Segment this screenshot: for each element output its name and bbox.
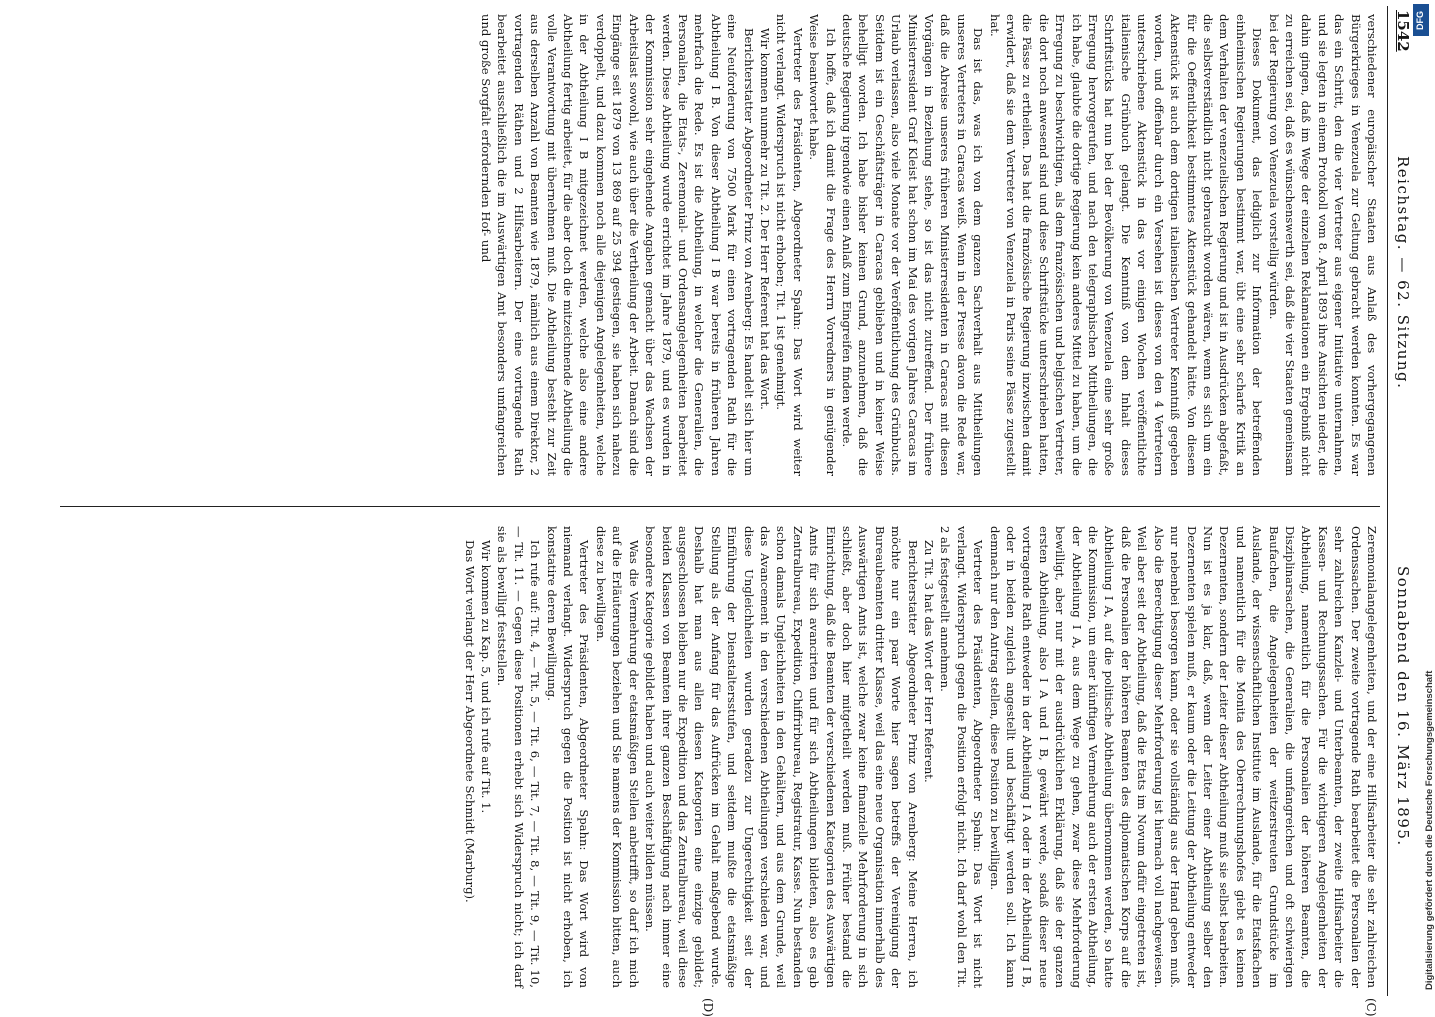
right-paragraph: Wir kommen zu Kap. 5, und ich rufe auf Tit. 1. <box>478 526 494 988</box>
right-paragraph: Ich rufe auf: Tit. 4, — Tit. 5, — Tit. 6, — Tit. 7, — Tit. 8, — Tit. 9, — Tit. 10, — Tit. 11. — Gegen diese Positionen erhebt sich Widerspruch nicht; ich darf sie als bewilligt feststellen. <box>494 526 543 988</box>
header-title: Reichstag. — 62. Sitzung. <box>1394 156 1412 389</box>
right-paragraph: Vertreter des Präsidenten, Abgeordneter Spahn: Das Wort wird von niemand verlangt. Widerspruch gegen die Position ist nicht erhoben, ich konstatire deren Bewilligung. <box>543 526 592 988</box>
dfg-logo <box>1413 4 1429 36</box>
right-paragraph: Was die Vermehrung der etatsmäßigen Stellen anbetrifft, so darf ich mich auf die Erläuterungen beziehen und Sie namens der Kommission bitten, auch diese zu bewilligen. <box>593 526 642 988</box>
left-paragraph: Dieses Dokument, das lediglich zur Information der betreffenden einheimischen Regierungen bestimmt war, übt eine sehr scharfe Kritik an dem Verhalten der venezuelischen Regierung und ist in Ausdrücken abgefaßt, die selbstverständlich nicht gebraucht worden wären, wenn es sich um ein für die Oeffentlichkeit bestimmtes Aktenstück gehandelt hätte. Von diesem Aktenstück ist auch dem dortigen italienischen Vertreter Kenntniß gegeben worden, und offenbar durch ein Versehen ist dieses von den 4 Vertretern unterschriebene Aktenstück in das vor einigen Wochen veröffentlichte italienische Grünbuch gelangt. Die Kenntniß von dem Inhalt dieses Schriftstücks hat nun bei der Bevölkerung von Venezuela eine sehr große Erregung hervorgerufen, und nach den telegraphischen Mittheilungen, die ich habe, glaubte die dortige Regierung kein anderes Mittel zu haben, um die Erregung zu beschwichtigen, als dem französischen und belgischen Vertreter, die dort noch anwesend sind und diese Schriftstücke unterschrieben hatten, die Pässe zu ertheilen. Das hat die französische Regierung inzwischen damit erwidert, daß sie dem Vertreter von Venezuela in Paris seine Pässe zugestellt hat. <box>986 14 1265 476</box>
left-paragraph: verschiedener europäischer Staaten aus Anlaß des vorhergegangenen Bürgerkrieges in Venezuela zur Geltung gebracht werden konnten. Es war das ein Schritt, den die vier Vertreter aus eigener Initiative unternahmen, und sie legten in einem Protokoll vom 8. April 1893 ihre Ansichten nieder, die dahin gingen, daß im Wege der einzelnen Reklamationen ein Ergebniß nicht zu erreichen sei, daß es wünschenswerth sei, daß die vier Staaten gemeinsam bei der Regierung von Venezuela vorstellig würden. <box>1265 14 1380 476</box>
left-paragraph: Berichterstatter Abgeordneter Prinz von Arenberg: Es handelt sich hier um eine Neuforderung von 7500 Mark für einen vortragenden Rath für die Abtheilung I B. Von dieser Abtheilung I B war bereits in früheren Jahren mehrfach die Rede. Es ist die Abtheilung, in welcher die Generalien, die Personalien, die Etats-, Zeremonial- und Ordensangelegenheiten bearbeitet werden. Diese Abtheilung wurde errichtet im Jahre 1879, und es wurden in der Kommission sehr eingehende Angaben gemacht über das Wachsen der Arbeitslast sowohl, wie auch über die Vertheilung der Arbeit. Danach sind die Eingänge seit 1879 von 13 869 auf 25 394 gestiegen, sie haben sich nahezu verdoppelt, und dazu kommen noch alle diejenigen Angelegenheiten, welche in der Abtheilung I B mitgezeichnet werden, welche also eine andere Abtheilung fertig arbeitet, für die aber doch die mitzeichnende Abtheilung die volle Verantwortung mit übernehmen muß. Die Abtheilung besteht zur Zeit aus derselben Anzahl von Beamten wie 1879, nämlich aus einem Direktor, 2 vortragenden Räthen und 2 Hilfsarbeitern. Der eine vortragende Rath bearbeitet ausschließlich die im Auswärtigen Amt besonders umfangreichen und große Sorgfalt erfordernden Hof- und <box>478 14 757 476</box>
right-column <box>50 526 1380 988</box>
left-paragraph: Vertreter des Präsidenten, Abgeordneter Spahn: Das Wort wird weiter nicht verlangt. Widerspruch ist nicht erhoben; Tit. 1 ist genehmigt. <box>773 14 806 476</box>
right-paragraph: Berichterstatter Abgeordneter Prinz von Arenberg: Meine Herren, ich möchte nur ein paar Worte hier sagen betreffs der Vereinigung der Bureaubeamten dritter Klasse, weil das eine neue Organisation innerhalb des Auswärtigen Amts ist, welche zwar keine finanzielle Mehrforderung in sich schließt, aber doch hier mitgetheilt werden muß. Früher bestand die Einrichtung, daß die Beamten der verschiedenen Kategorien des Auswärtigen Amts für sich avancirten und für sich Abtheilungen bildeten, also es gab Zentralbureau, Expedition, Chiffrirbureau, Registratur, Kasse. Nun bestanden schon damals Ungleichheiten in den Gehältern, und aus dem Grunde, weil das Avancement in den verschiedenen Abtheilungen verschieden war, und diese Ungleichheiten wurden geradezu zur Ungerechtigkeit seit der Einführung der Dienstaltersstufen, und seitdem mußte die etatsmäßige Stellung als der Anfang für das Aufrücken im Gehalt maßgebend wurde. Deshalb hat man aus allen diesen Kategorien eine einzige gebildet; ausgeschlossen bleiben nur die Expedition und das Zentralbureau, weil diese beiden Klassen von Beamten ihrer ganzen Beschäftigung nach immer eine besondere Kategorie gebildet haben und auch weiter bilden müssen. <box>642 526 921 988</box>
left-paragraph: Ich hoffe, daß ich damit die Frage des Herrn Vorredners in genügender Weise beantwortet habe. <box>806 14 839 476</box>
dfg-credit: Digitalisierung gefördert durch die Deutsche Forschungsgemeinschaft <box>1424 671 1435 990</box>
left-paragraph: Das ist das, was ich von dem ganzen Sachverhalt aus Mittheilungen unseres Vertreters in Caracas weiß. Wenn in der Presse davon die Rede war, daß die Abreise unseres früheren Ministerresidenten in Caracas mit diesen Vorgängen in Beziehung stehe, so ist das nicht zutreffend. Der frühere Ministerresident Graf Kleist hat schon im Mai des vorigen Jahres Caracas im Urlaub verlassen, also viele Monate vor der Veröffentlichung des Grünbuchs. Seitdem ist ein Geschäftsträger in Caracas geblieben und in keiner Weise behelligt worden. Ich habe bisher keinen Grund, anzunehmen, daß die deutsche Regierung irgendwie einen Anlaß zum Eingreifen finden werde. <box>839 14 987 476</box>
left-paragraph: Wir kommen nunmehr zu Tit. 2. Der Herr Referent hat das Wort. <box>757 14 773 476</box>
right-paragraph: Zu Tit. 3 hat das Wort der Herr Referent. <box>921 526 937 988</box>
margin-marker-d: (D) <box>701 998 715 1017</box>
rotated-page-content <box>20 6 1420 996</box>
right-paragraph: Das Wort verlangt der Herr Abgeordnete Schmidt (Marburg). <box>461 526 477 988</box>
header-rule <box>1387 6 1388 996</box>
left-column <box>50 14 1380 476</box>
right-paragraph: Zeremonialangelegenheiten, und der eine Hilfsarbeiter die sehr zahlreichen Ordenssachen. Der zweite vortragende Rath bearbeitet die Personalien der sehr zahlreichen Kanzlei- und Unterbeamten, der zweite Hilfsarbeiter die Kassen- und Rechnungssachen. Für die wichtigeren Angelegenheiten der Abtheilung, namentlich für die Personalien der höheren Beamten, die Disziplinarsachen, die Generalien, die umfangreichen und oft schwierigen Baufachen, die Angelegenheiten der weitzerstreuten Grundstücke im Auslande, der wissenschaftlichen Institute im Auslande, für die Etatsfachen und namentlich für die Monita des Oberrechnungshofes giebt es keinen Dezernenten, sondern der Leiter dieser Abtheilung muß sie selbst bearbeiten. Nun ist es ja klar, daß, wenn der Leiter einer Abtheilung selber den Dezernenten spielen muß, er kaum oder die Leitung der Abtheilung entweder nur nebenbei besorgen kann, oder sie vollständig aus der Hand geben muß. Also die Berechtigung dieser Mehrforderung ist hiernach voll nachgewiesen. Weil aber seit der Abtheilung, daß die Etats im Novum dafür eingetreten ist, daß die Personalien der höheren Beamten des diplomatischen Korps auf die Abtheilung I A, auf die politische Abtheilung übernommen werden, so hatte die Kommission, um einer künftigen Vermehrung auch der ersten Abtheilung, der Abtheilung I A, aus dem Wege zu gehen, zwar diese Mehrforderung bewilligt, aber nur mit der ausdrücklichen Erklärung, daß sie der ganzen ersten Abtheilung, also I A und I B, gewährt werde, sodaß dieser neue vortragende Rath entweder in der Abtheilung I A oder in der Abtheilung I B, oder in beiden zugleich angestellt und beschäftigt werden soll. Ich kann demnach nur den Antrag stellen, diese Position zu bewilligen. <box>986 526 1380 988</box>
header-date: Sonnabend den 16. März 1895. <box>1394 566 1412 847</box>
dfg-logo-text: DFG <box>1415 11 1425 30</box>
column-divider <box>60 506 1380 507</box>
page-number: 1542 <box>1394 10 1412 52</box>
right-paragraph: Vertreter des Präsidenten, Abgeordneter Spahn: Das Wort ist nicht verlangt. Widerspruch gegen die Position erfolgt nicht. Ich darf wohl den Tit. 2 als festgestellt annehmen. <box>937 526 986 988</box>
margin-marker-c: (C) <box>1364 998 1378 1017</box>
running-header <box>1388 6 1412 996</box>
